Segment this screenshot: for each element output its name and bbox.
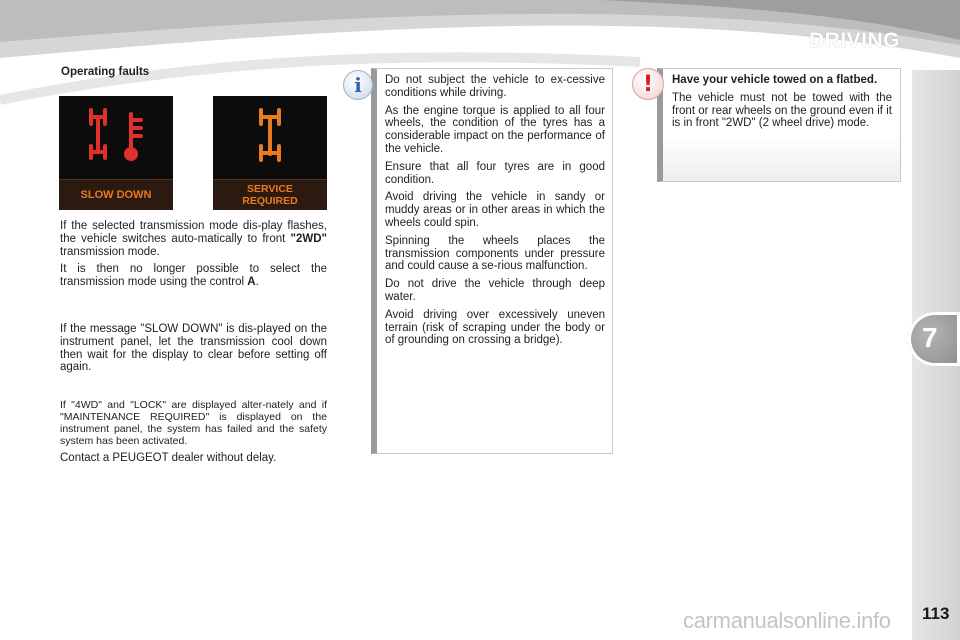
bold-text: A bbox=[247, 276, 256, 289]
info-paragraph: Spinning the wheels places the transmission components under pressure and could cause a se-rious malfunction. bbox=[385, 234, 605, 273]
paragraph-text: transmission mode. bbox=[60, 245, 160, 258]
chapter-title: DRIVING bbox=[808, 29, 900, 52]
warning-paragraph: The vehicle must not be towed with the front or rear wheels on the ground even if it is in front "2WD" (2 wheel drive) mode. bbox=[672, 91, 892, 130]
info-box-text bbox=[385, 74, 605, 352]
paragraph-mode-locked bbox=[60, 263, 327, 289]
info-paragraph: Avoid driving over excessively uneven terrain (risk of scraping under the body or of grounding on crossing a bridge). bbox=[385, 308, 605, 347]
paragraph-system-failed: If "4WD" and "LOCK" are displayed alter-nately and if "MAINTENANCE REQUIRED" is displayed on the instrument panel, the system has failed and the safety system has been activated. bbox=[60, 399, 327, 448]
paragraph-text: If the selected transmission mode dis-play flashes, the vehicle switches auto-matically to front bbox=[60, 220, 327, 245]
section-heading: Operating faults bbox=[61, 66, 150, 78]
paragraph-text: It is then no longer possible to select the transmission mode using the control bbox=[60, 263, 327, 289]
warning-heading bbox=[672, 74, 892, 87]
info-icon: i bbox=[343, 70, 373, 100]
info-paragraph: Do not drive the vehicle through deep water. bbox=[385, 278, 605, 303]
warning-heading-text: Have your vehicle towed on a flatbed. bbox=[672, 74, 878, 86]
4wd-transmission-orange-icon bbox=[213, 96, 327, 180]
info-paragraph: Do not subject the vehicle to ex-cessive conditions while driving. bbox=[385, 74, 605, 99]
paragraph-slow-down: If the message "SLOW DOWN" is dis-played on the instrument panel, let the transmission cool down then wait for the display to clear before setting off again. bbox=[60, 322, 327, 374]
4wd-transmission-red-icon bbox=[59, 96, 173, 180]
chapter-number: 7 bbox=[922, 322, 938, 353]
warning-icon: ! bbox=[632, 68, 664, 100]
slow-down-label: SLOW DOWN bbox=[59, 179, 173, 210]
slow-down-indicator bbox=[59, 96, 173, 210]
service-required-indicator bbox=[213, 96, 327, 210]
watermark-link[interactable]: carmanualsonline.info bbox=[683, 608, 891, 633]
bold-text: "2WD" bbox=[290, 232, 327, 245]
service-required-label: SERVICE REQUIRED bbox=[213, 179, 327, 210]
chapter-tab[interactable] bbox=[908, 312, 960, 366]
info-paragraph: As the engine torque is applied to all four wheels, the condition of the tyres has a considerable impact on the performance of the vehicle. bbox=[385, 104, 605, 155]
left-column-text bbox=[60, 220, 327, 470]
page-number: 113 bbox=[922, 604, 950, 623]
paragraph-text: . bbox=[255, 276, 259, 289]
info-paragraph: Ensure that all four tyres are in good condition. bbox=[385, 160, 605, 186]
paragraph-mode-flashes bbox=[60, 220, 327, 258]
warning-box-text bbox=[672, 74, 892, 135]
info-paragraph: Avoid driving the vehicle in sandy or muddy areas or in other areas in which the wheels could spin. bbox=[385, 191, 605, 229]
paragraph-contact-dealer: Contact a PEUGEOT dealer without delay. bbox=[60, 452, 277, 465]
